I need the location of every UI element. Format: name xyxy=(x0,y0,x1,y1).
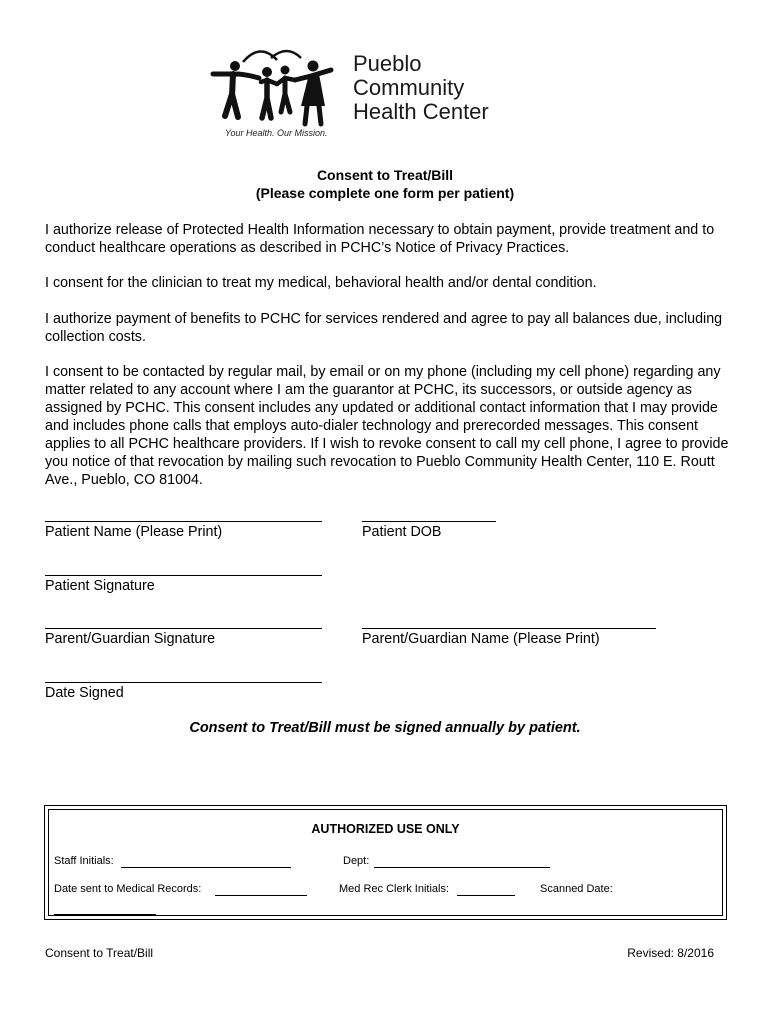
date-sent-label: Date sent to Medical Records: xyxy=(54,883,202,895)
org-name-line-2: Community xyxy=(353,75,465,100)
patient-signature-line[interactable] xyxy=(45,575,322,576)
dept-label: Dept: xyxy=(343,855,370,867)
authorized-use-inner-border xyxy=(48,809,723,916)
organization-name xyxy=(353,52,489,124)
form-subtitle: (Please complete one form per patient) xyxy=(255,185,515,201)
scanned-date-field[interactable] xyxy=(54,914,156,915)
guardian-signature-line[interactable] xyxy=(45,628,322,629)
authorized-use-title: AUTHORIZED USE ONLY xyxy=(311,822,460,836)
authorized-use-box xyxy=(44,805,727,920)
scanned-date-label: Scanned Date: xyxy=(540,883,613,895)
patient-dob-line[interactable] xyxy=(362,521,496,522)
paragraph-payment: I authorize payment of benefits to PCHC for services rendered and agree to pay all balances due, including collection costs. xyxy=(45,311,723,345)
staff-initials-field[interactable] xyxy=(121,867,291,868)
tagline: Your Health. Our Mission. xyxy=(225,128,328,138)
footer-form-name: Consent to Treat/Bill xyxy=(45,946,154,960)
patient-name-line[interactable] xyxy=(45,521,322,522)
patient-name-label: Patient Name (Please Print) xyxy=(45,524,223,540)
paragraph-release-phi: I authorize release of Protected Health Information necessary to obtain payment, provide treatment and to conduct healthcare operations as described in PCHC’s Notice of Privacy Practices. xyxy=(45,222,715,256)
date-sent-field[interactable] xyxy=(215,895,307,896)
date-signed-line[interactable] xyxy=(45,682,322,683)
guardian-signature-label: Parent/Guardian Signature xyxy=(45,631,216,647)
staff-initials-label: Staff Initials: xyxy=(54,855,114,867)
paragraph-consent-treat: I consent for the clinician to treat my medical, behavioral health and/or dental condition. xyxy=(45,275,597,291)
form-title: Consent to Treat/Bill xyxy=(316,167,454,183)
footer-revised-date: Revised: 8/2016 xyxy=(627,946,714,960)
family-figures-icon xyxy=(205,44,355,139)
date-signed-label: Date Signed xyxy=(45,685,124,701)
paragraph-contact-consent: I consent to be contacted by regular mail, by email or on my phone (including my cell phone) regarding any matter related to any account where I am the guarantor at PCHC, its successors, or outside agency as assigned by PCHC. This consent includes any updated or additional contact information that I may provide and includes phone calls that employs auto-dialer technology and prerecorded messages. This consent applies to all PCHC healthcare providers. If I wish to revoke consent to call my cell phone, I agree to provide you notice of that revocation by mailing such revocation to Pueblo Community Health Center, 110 E. Routt Ave., Pueblo, CO 81004. xyxy=(45,364,729,488)
annual-signing-notice: Consent to Treat/Bill must be signed annually by patient. xyxy=(189,720,581,736)
med-rec-clerk-field[interactable] xyxy=(457,895,515,896)
guardian-name-label: Parent/Guardian Name (Please Print) xyxy=(362,631,600,647)
dept-field[interactable] xyxy=(374,867,550,868)
med-rec-clerk-label: Med Rec Clerk Initials: xyxy=(339,883,450,895)
patient-dob-label: Patient DOB xyxy=(362,524,442,540)
pchc-logo xyxy=(205,44,525,144)
patient-signature-label: Patient Signature xyxy=(45,578,155,594)
org-name-line-3: Health Center xyxy=(353,99,489,124)
org-name-line-1: Pueblo xyxy=(353,51,422,76)
guardian-name-line[interactable] xyxy=(362,628,656,629)
